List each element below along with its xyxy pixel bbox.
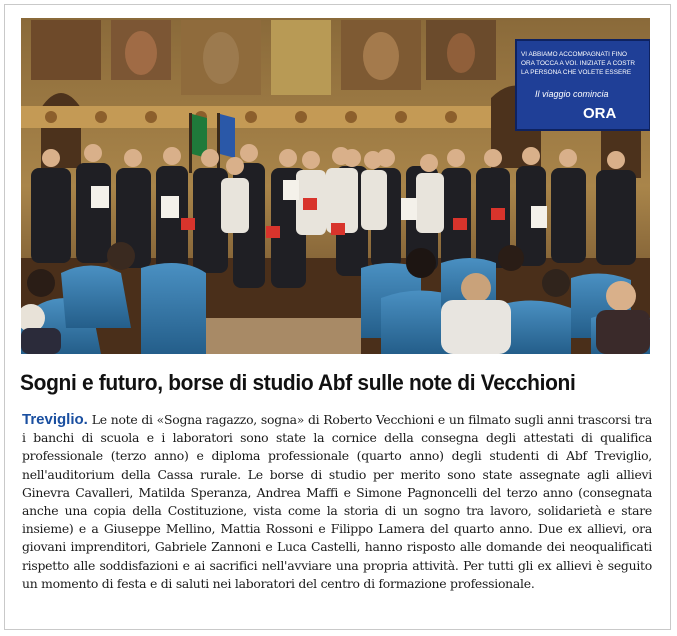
auditorium-scene (21, 18, 650, 354)
screen-big-word: ORA (583, 105, 617, 122)
screen-line-3: LA PERSONA CHE VOLETE ESSERE (521, 69, 632, 76)
projection-screen (516, 40, 650, 130)
article-body (22, 411, 652, 593)
article-headline: Sogni e futuro, borse di studio Abf sulle note di Vecchioni (20, 370, 576, 395)
article-kicker: Treviglio. (22, 411, 88, 428)
carpet (191, 318, 361, 354)
screen-line-1: VI ABBIAMO ACCOMPAGNATI FINO (521, 51, 627, 58)
screen-line-2: ORA TOCCA A VOI. INIZIATE A COSTR (521, 60, 635, 67)
screen-script: Il viaggio comincia (535, 89, 609, 99)
event-photo (21, 18, 650, 354)
article-text: Le note di «Sogna ragazzo, sogna» di Roberto Vecchioni e un filmato sugli anni trascorsi tra i banchi di scuola e i laboratori sono state la cornice della consegna degli attestati di qualifica professionale (terzo anno) e diploma professionale (quarto anno) degli studenti di Abf Treviglio, nell'auditorium della Cassa rurale. Le borse di studio per merito sono state assegnate agli allievi Ginevra Cavalleri, Matilda Speranza, Andrea Maffi e Simone Pagnoncelli del terzo anno (consegnata anche una copia della Costituzione, vista come la storia di un sogno tra lavoro, solidarietà e stare insieme) e a Giuseppe Mellino, Mattia Rossoni e Filippo Lamera del quarto anno. Due ex allievi, ora giovani imprenditori, Gabriele Zannoni e Luca Castelli, hanno risposto alle domande dei neoqualificati rispetto alle soddisfazioni e ai sacrifici nell'avviare una propria attività. Per tutti gli ex allievi è seguito un momento di festa e di saluti nei laboratori del centro di formazione professionale. (22, 412, 652, 591)
